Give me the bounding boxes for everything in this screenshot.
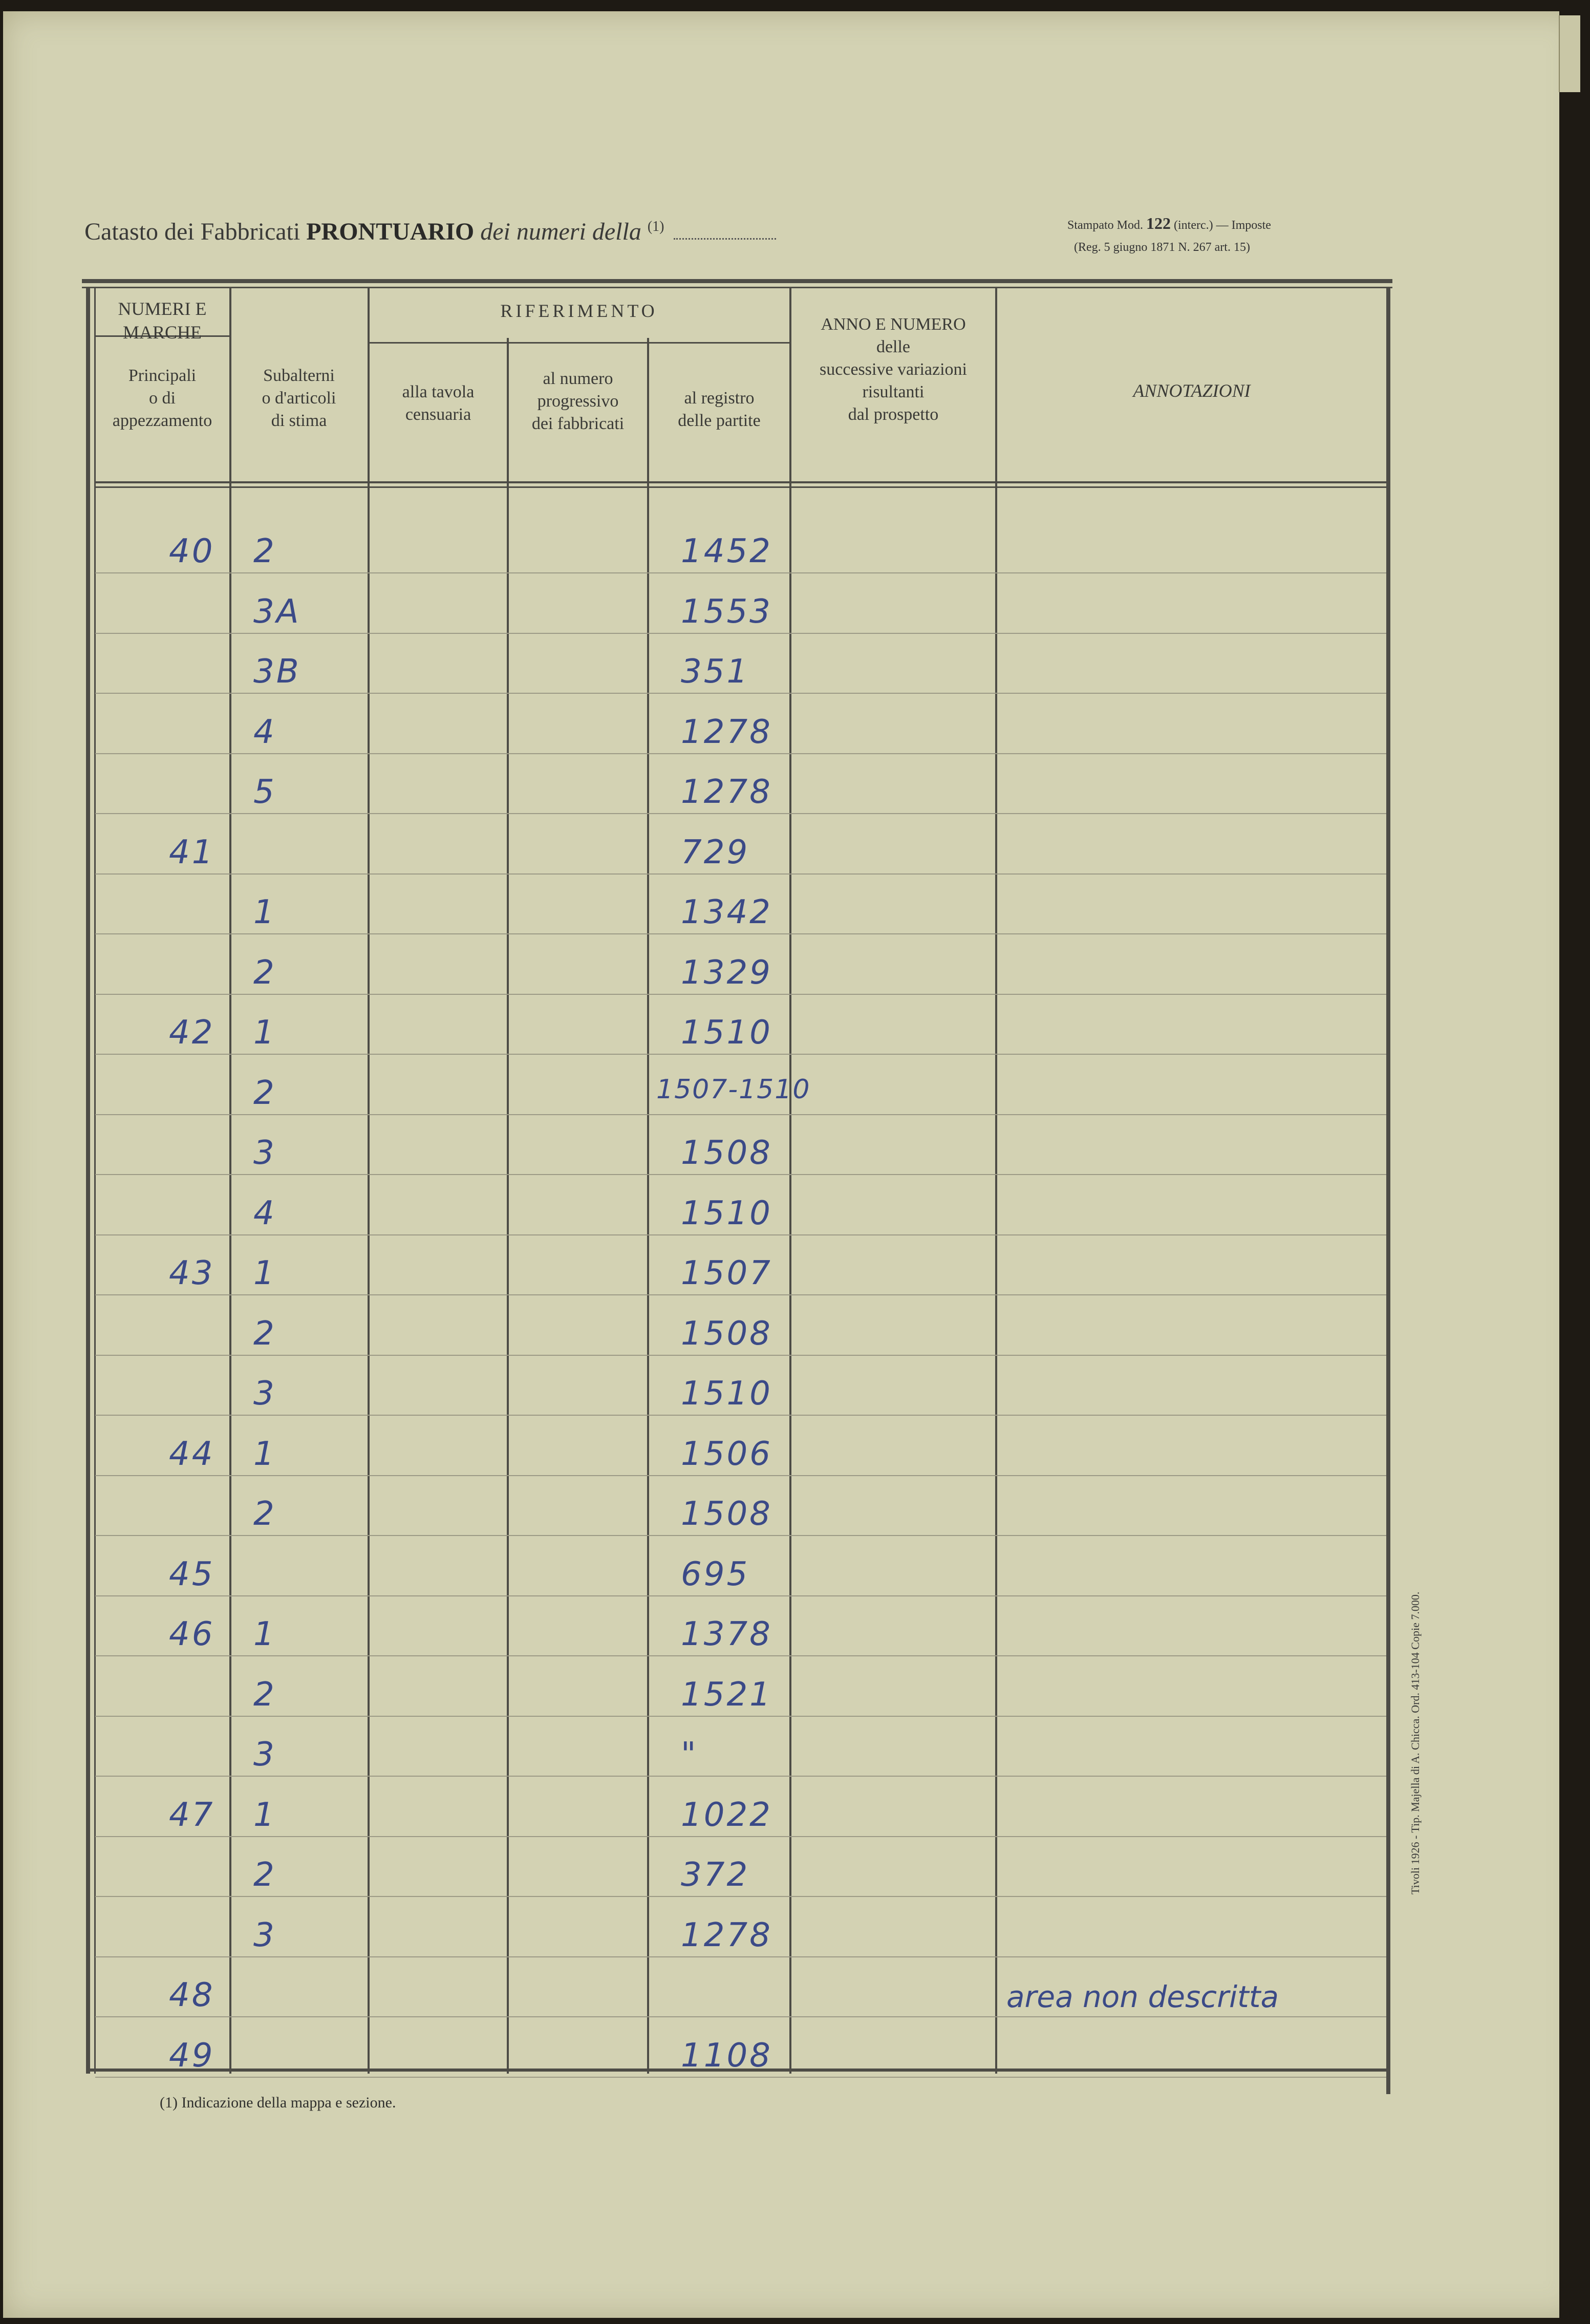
cell-registro: 1278 bbox=[681, 713, 772, 751]
row-rule bbox=[95, 1174, 1386, 1175]
cell-principale: 40 bbox=[169, 532, 215, 570]
header-tavola bbox=[370, 381, 507, 426]
table-right-rule bbox=[1386, 287, 1390, 2094]
cell-subalterno: 5 bbox=[253, 773, 276, 811]
row-rule bbox=[95, 1054, 1386, 1055]
row-rule bbox=[95, 2077, 1386, 2078]
header-progressivo bbox=[509, 368, 647, 435]
stamp-model-number: 122 bbox=[1146, 214, 1171, 232]
row-rule bbox=[95, 633, 1386, 634]
col-divider-3 bbox=[507, 338, 509, 2074]
cell-registro: 1510 bbox=[681, 1014, 772, 1052]
cell-subalterno: 1 bbox=[253, 1615, 276, 1653]
regulation-reference: (Reg. 5 giugno 1871 N. 267 art. 15) bbox=[1074, 241, 1250, 254]
row-rule bbox=[95, 572, 1386, 573]
header-registro-line1: al registro bbox=[684, 389, 755, 408]
row-rule bbox=[95, 693, 1386, 694]
header-subalterni-line3: di stima bbox=[271, 411, 327, 430]
row-rule bbox=[95, 933, 1386, 934]
table-top-rule bbox=[82, 279, 1392, 283]
header-principali-line3: appezzamento bbox=[112, 411, 212, 430]
cell-principale: 45 bbox=[169, 1555, 215, 1593]
cell-principale: 43 bbox=[169, 1254, 215, 1292]
row-rule bbox=[95, 1234, 1386, 1235]
cell-subalterno: 3B bbox=[253, 653, 301, 691]
footnote: (1) Indicazione della mappa e sezione. bbox=[160, 2094, 396, 2111]
row-rule bbox=[95, 1595, 1386, 1596]
cell-registro: 1508 bbox=[681, 1134, 772, 1172]
row-rule bbox=[95, 1114, 1386, 1115]
title-bold: PRONTUARIO bbox=[306, 218, 475, 245]
cell-registro: 1452 bbox=[681, 532, 772, 570]
cell-registro: 1278 bbox=[681, 773, 772, 811]
cell-registro: 729 bbox=[681, 834, 750, 871]
row-rule bbox=[95, 1415, 1386, 1416]
header-principali-line2: o di bbox=[149, 389, 176, 408]
cell-subalterno: 2 bbox=[253, 1495, 276, 1533]
header-subalterni-line1: Subalterni bbox=[263, 366, 335, 385]
header-riferimento: RIFERIMENTO bbox=[500, 301, 658, 321]
cell-registro: 1342 bbox=[681, 893, 772, 931]
cell-principale: 47 bbox=[169, 1796, 215, 1834]
row-rule bbox=[95, 813, 1386, 814]
cell-registro: 1329 bbox=[681, 954, 772, 992]
riferimento-subrule bbox=[369, 342, 790, 344]
cell-registro: 1553 bbox=[681, 593, 772, 631]
cell-subalterno: 2 bbox=[253, 1856, 276, 1894]
header-anno-line4: risultanti bbox=[862, 382, 925, 401]
table-left-rule-thin bbox=[94, 287, 96, 2074]
cell-registro: " bbox=[681, 1736, 698, 1774]
cell-subalterno: 1 bbox=[253, 1014, 276, 1052]
cell-registro: 1022 bbox=[681, 1796, 772, 1834]
cell-subalterno: 1 bbox=[253, 1796, 276, 1834]
cell-registro: 1108 bbox=[681, 2037, 772, 2075]
row-rule bbox=[95, 1535, 1386, 1536]
header-principali-line1: Principali bbox=[128, 366, 197, 385]
header-subalterni-line2: o d'articoli bbox=[262, 389, 336, 408]
printing-stamp bbox=[1067, 214, 1271, 233]
table-top-rule-thin bbox=[82, 287, 1392, 288]
header-bottom-rule bbox=[94, 481, 1389, 483]
cell-subalterno: 3 bbox=[253, 1916, 276, 1954]
header-progressivo-line3: dei fabbricati bbox=[531, 414, 625, 433]
cell-principale: 48 bbox=[169, 1976, 215, 2014]
row-rule bbox=[95, 1956, 1386, 1957]
scan-edge bbox=[1559, 0, 1590, 2324]
cell-registro: 1507-1510 bbox=[656, 1074, 811, 1105]
stamp-prefix: Stampato Mod. bbox=[1067, 219, 1143, 232]
cell-subalterno: 2 bbox=[253, 954, 276, 992]
form-title bbox=[84, 218, 776, 246]
title-italic: dei numeri della bbox=[480, 218, 641, 245]
printer-imprint: Tivoli 1926 - Tip. Majella di A. Chicca. Ord. 413-104 Copie 7.000. bbox=[1409, 1591, 1422, 1894]
cell-subalterno: 3A bbox=[253, 593, 301, 631]
cell-subalterno: 4 bbox=[253, 1195, 276, 1232]
cell-registro: 1278 bbox=[681, 1916, 772, 1954]
col-divider-2 bbox=[368, 287, 370, 2074]
cell-subalterno: 2 bbox=[253, 1074, 276, 1112]
cell-registro: 351 bbox=[681, 653, 750, 691]
col-divider-6 bbox=[995, 287, 997, 2074]
cell-annotazione: area non descritta bbox=[1006, 1979, 1279, 2014]
header-tavola-line1: alla tavola bbox=[402, 382, 475, 401]
row-rule bbox=[95, 1716, 1386, 1717]
cell-registro: 1378 bbox=[681, 1615, 772, 1653]
cell-principale: 41 bbox=[169, 834, 215, 871]
col-divider-5 bbox=[789, 287, 791, 2074]
header-progressivo-line2: progressivo bbox=[537, 392, 619, 411]
header-registro-line2: delle partite bbox=[678, 411, 761, 430]
row-rule bbox=[95, 1655, 1386, 1656]
header-annotazioni: ANNOTAZIONI bbox=[1133, 380, 1251, 401]
col-divider-4 bbox=[647, 338, 649, 2074]
cell-registro: 1521 bbox=[681, 1676, 772, 1714]
row-rule bbox=[95, 1896, 1386, 1897]
cell-registro: 1508 bbox=[681, 1315, 772, 1353]
row-rule bbox=[95, 1294, 1386, 1295]
table-left-rule bbox=[86, 287, 90, 2074]
row-rule bbox=[95, 1355, 1386, 1356]
stamp-suffix: (interc.) — Imposte bbox=[1174, 219, 1271, 232]
header-anno-line1: ANNO E NUMERO bbox=[821, 315, 966, 334]
header-principali bbox=[95, 365, 229, 432]
cell-principale: 49 bbox=[169, 2037, 215, 2075]
header-anno-line5: dal prospetto bbox=[848, 405, 939, 424]
cell-subalterno: 1 bbox=[253, 1254, 276, 1292]
col-divider-1 bbox=[229, 287, 231, 2074]
title-fill-line bbox=[674, 238, 776, 240]
cell-registro: 1507 bbox=[681, 1254, 772, 1292]
cell-subalterno: 1 bbox=[253, 893, 276, 931]
title-prefix: Catasto dei Fabbricati bbox=[84, 218, 300, 245]
cell-subalterno: 3 bbox=[253, 1375, 276, 1413]
cell-principale: 42 bbox=[169, 1014, 215, 1052]
header-tavola-line2: censuaria bbox=[405, 405, 471, 424]
row-rule bbox=[95, 873, 1386, 875]
cell-registro: 1510 bbox=[681, 1195, 772, 1232]
row-rule bbox=[95, 753, 1386, 754]
cell-subalterno: 1 bbox=[253, 1435, 276, 1473]
title-footnote-mark: (1) bbox=[647, 219, 664, 234]
row-rule bbox=[95, 994, 1386, 995]
cell-subalterno: 4 bbox=[253, 713, 276, 751]
cell-registro: 1506 bbox=[681, 1435, 772, 1473]
cell-subalterno: 3 bbox=[253, 1736, 276, 1774]
header-anno-line2: delle bbox=[876, 337, 911, 356]
cell-subalterno: 2 bbox=[253, 532, 276, 570]
cell-registro: 1510 bbox=[681, 1375, 772, 1413]
cell-subalterno: 2 bbox=[253, 1676, 276, 1714]
header-anno-numero bbox=[791, 313, 995, 426]
header-anno-line3: successive variazioni bbox=[820, 360, 967, 379]
row-rule bbox=[95, 1475, 1386, 1476]
cell-principale: 44 bbox=[169, 1435, 215, 1473]
row-rule bbox=[95, 1776, 1386, 1777]
cell-subalterno: 3 bbox=[253, 1134, 276, 1172]
header-bottom-rule-thin bbox=[94, 486, 1389, 488]
header-subalterni bbox=[230, 365, 368, 432]
cell-registro: 1508 bbox=[681, 1495, 772, 1533]
header-numeri-marche: NUMERI E MARCHE bbox=[118, 299, 207, 343]
cell-subalterno: 2 bbox=[253, 1315, 276, 1353]
cell-registro: 372 bbox=[681, 1856, 750, 1894]
header-progressivo-line1: al numero bbox=[543, 369, 613, 388]
cell-registro: 695 bbox=[681, 1555, 750, 1593]
page-tab bbox=[1559, 15, 1580, 92]
row-rule bbox=[95, 1836, 1386, 1837]
row-rule bbox=[95, 2016, 1386, 2017]
header-registro bbox=[649, 387, 789, 432]
cell-principale: 46 bbox=[169, 1615, 215, 1653]
